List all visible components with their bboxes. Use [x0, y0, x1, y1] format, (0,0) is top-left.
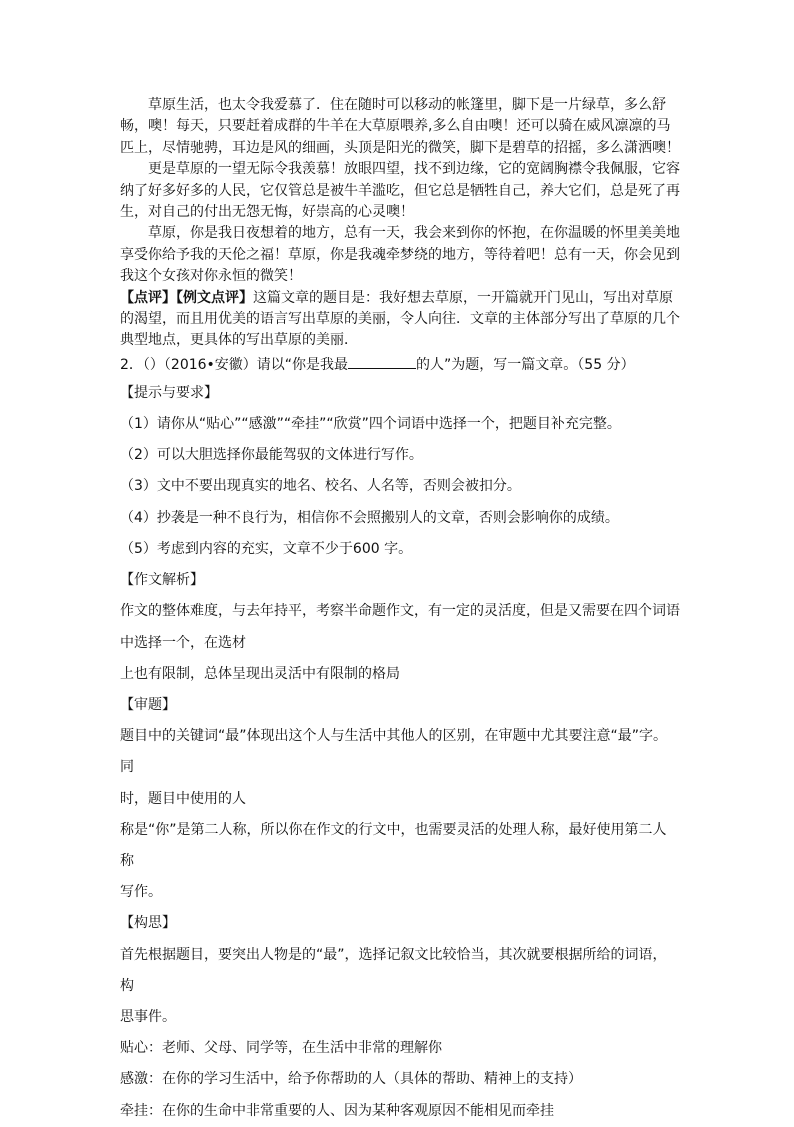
text-line: 称是“你”是第二人称，所以你在作文的行文中，也需要灵活的处理人称，最好使用第二人称 [120, 821, 667, 869]
comment-tag: 【点评】【例文点评】 [120, 289, 253, 306]
answer-blank [348, 354, 416, 369]
text-line: 作文的整体难度，与去年持平，考察半命题作文，有一定的灵活度，但是又需要在四个词语 [120, 603, 680, 620]
essay-paragraph: 更是草原的一望无际令我羡慕！放眼四望，找不到边缘，它的宽阔胸襟令我佩服，它容纳了好多好多的人民，它仅管总是被牛羊滥吃，但它总是牺牲自己，养大它们，总是死了再生，对自己的付出无怨无悔，好崇高的心灵噢！ [120, 161, 680, 221]
text-line: 上也有限制，总体呈现出灵活中有限制的格局 [120, 665, 400, 682]
text-line: 中选择一个，在选材 [120, 634, 246, 651]
text-line: 写作。 [120, 884, 162, 901]
text-line: 首先根据题目，要突出人物是的“最”，选择记叙文比较恰当，其次就要根据所给的词语，构 [120, 946, 667, 994]
section-heading: 【提示与要求】 [120, 384, 218, 401]
question-notes [120, 378, 680, 1127]
requirement-item: （3）文中不要出现真实的地名、校名、人名等，否则会被扣分。 [120, 478, 521, 495]
text-line: 思事件。 [120, 1008, 176, 1025]
text-line: 感激：在你的学习生活中，给予你帮助的人（具体的帮助、精神上的支持） [120, 1071, 582, 1088]
text-line: 题目中的关键词“最”体现出这个人与生活中其他人的区别，在审题中尤其要注意“最”字。同 [120, 728, 668, 776]
section-heading: 【审题】 [120, 696, 176, 713]
comment-text: 这篇文章的题目是：我好想去草原，一开篇就开门见山，写出对草原的渴望，而且用优美的语言写出草原的美丽，令人向往．文章的主体部分写出了草原的几个典型地点，更具体的写出草原的美丽． [120, 289, 680, 349]
section-heading: 【构思】 [120, 915, 176, 932]
question-prefix: 2．（）（2016•安徽）请以“你是我最 [120, 356, 349, 373]
requirement-item: （1）请你从“贴心”“感激”“牵挂”“欣赏”四个词语中选择一个，把题目补充完整。 [120, 416, 621, 433]
essay-paragraph: 草原，你是我日夜想着的地方，总有一天，我会来到你的怀抱，在你温暖的怀里美美地享受你给予我的天伦之福！草原，你是我魂牵梦绕的地方，等待着吧！总有一天，你会见到我这个女孩对你永恒的微笑！ [120, 225, 680, 285]
sample-essay [120, 95, 680, 288]
document-page [120, 95, 680, 1127]
requirement-item: （4）抄袭是一种不良行为，相信你不会照搬别人的文章，否则会影响你的成绩。 [120, 509, 619, 526]
question-suffix: 的人”为题，写一篇文章。（55 分） [416, 356, 635, 373]
text-line: 时，题目中使用的人 [120, 790, 246, 807]
text-line: 牵挂：在你的生命中非常重要的人、因为某种客观原因不能相见而牵挂 [120, 1102, 554, 1119]
essay-paragraph: 草原生活，也太令我爱慕了．住在随时可以移动的帐篷里，脚下是一片绿草，多么舒畅，噢！每天，只要赶着成群的牛羊在大草原喂养,多么自由噢！还可以骑在威风凛凛的马匹上，尽情驰骋，耳边是风的细画，头顶是阳光的微笑，脚下是碧草的招摇，多么潇洒噢！ [120, 97, 680, 156]
essay-comment [120, 288, 680, 352]
question-2 [120, 354, 680, 376]
section-heading: 【作文解析】 [120, 572, 204, 589]
text-line: 贴心：老师、父母、同学等，在生活中非常的理解你 [120, 1040, 442, 1057]
requirement-item: （2）可以大胆选择你最能驾驭的文体进行写作。 [120, 447, 423, 464]
requirement-item: （5）考虑到内容的充实，文章不少于600 字。 [120, 540, 413, 557]
